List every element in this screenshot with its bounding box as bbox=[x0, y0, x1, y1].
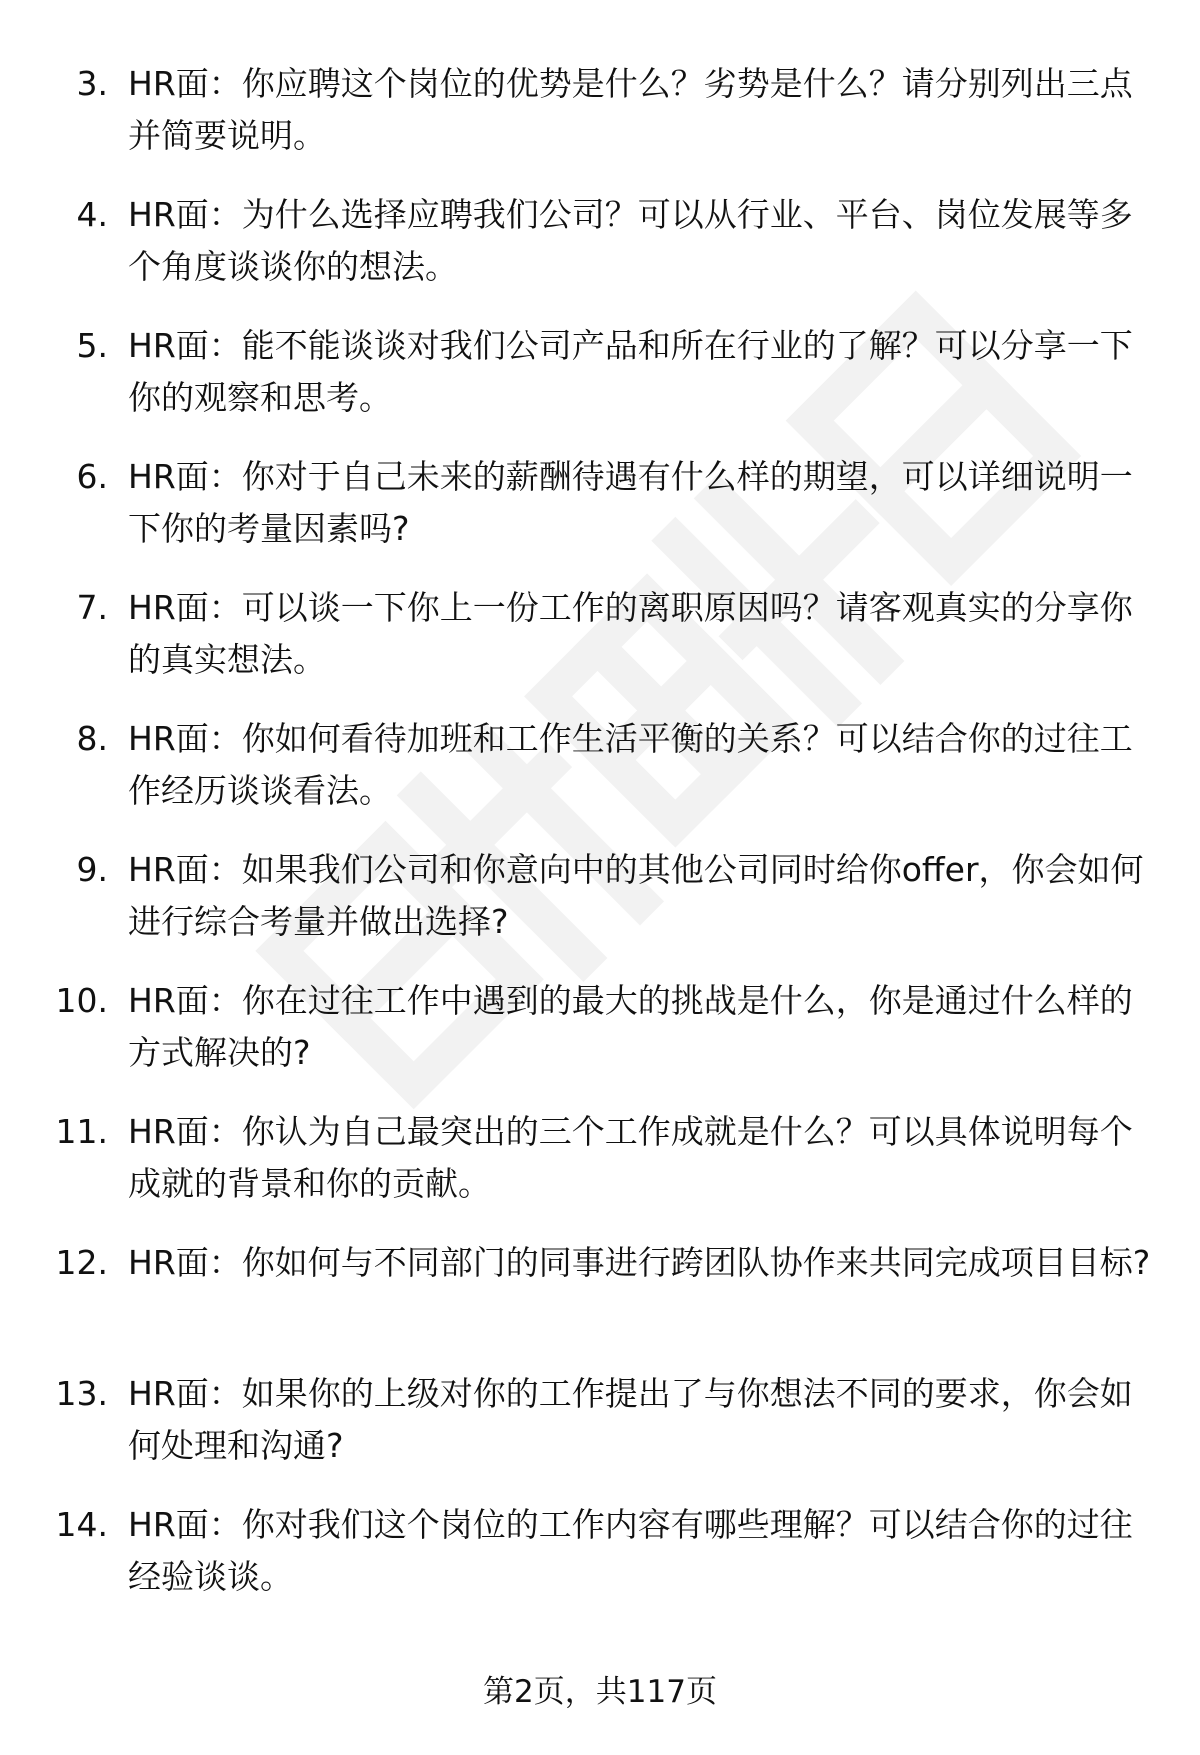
page-number-label: 第2页，共117页 bbox=[483, 1674, 717, 1710]
question-item bbox=[0, 1368, 1200, 1499]
question-number: 14. bbox=[55, 1505, 108, 1544]
question-text: HR面：你如何看待加班和工作生活平衡的关系？可以结合你的过往工作经历谈谈看法。 bbox=[128, 719, 1133, 810]
question-number: 11. bbox=[55, 1112, 108, 1151]
question-item bbox=[0, 582, 1200, 713]
question-number: 7. bbox=[76, 588, 108, 627]
question-number: 12. bbox=[55, 1243, 108, 1282]
question-item bbox=[0, 1499, 1200, 1630]
question-list bbox=[0, 58, 1200, 1630]
question-text: HR面：如果你的上级对你的工作提出了与你想法不同的要求，你会如何处理和沟通? bbox=[128, 1374, 1133, 1465]
question-text: HR面：你在过往工作中遇到的最大的挑战是什么，你是通过什么样的方式解决的? bbox=[128, 981, 1133, 1072]
question-text: HR面：为什么选择应聘我们公司？可以从行业、平台、岗位发展等多个角度谈谈你的想法。 bbox=[128, 195, 1133, 286]
question-number: 3. bbox=[76, 64, 108, 103]
question-text: HR面：你对我们这个岗位的工作内容有哪些理解？可以结合你的过往经验谈谈。 bbox=[128, 1505, 1133, 1596]
question-item bbox=[0, 1106, 1200, 1237]
question-text: HR面：你应聘这个岗位的优势是什么？劣势是什么？请分别列出三点并简要说明。 bbox=[128, 64, 1133, 155]
question-item bbox=[0, 320, 1200, 451]
question-number: 13. bbox=[55, 1374, 108, 1413]
question-number: 4. bbox=[76, 195, 108, 234]
question-item bbox=[0, 1237, 1200, 1368]
question-text: HR面：可以谈一下你上一份工作的离职原因吗？请客观真实的分享你的真实想法。 bbox=[128, 588, 1133, 679]
question-text: HR面：如果我们公司和你意向中的其他公司同时给你offer，你会如何进行综合考量并做出选择? bbox=[128, 850, 1144, 941]
page-footer bbox=[0, 1672, 1200, 1712]
question-number: 5. bbox=[76, 326, 108, 365]
question-item bbox=[0, 189, 1200, 320]
question-text: HR面：你认为自己最突出的三个工作成就是什么？可以具体说明每个成就的背景和你的贡献。 bbox=[128, 1112, 1133, 1203]
question-text: HR面：你对于自己未来的薪酬待遇有什么样的期望，可以详细说明一下你的考量因素吗? bbox=[128, 457, 1133, 548]
question-item bbox=[0, 713, 1200, 844]
question-number: 8. bbox=[76, 719, 108, 758]
question-item bbox=[0, 975, 1200, 1106]
question-item bbox=[0, 451, 1200, 582]
question-number: 9. bbox=[76, 850, 108, 889]
question-number: 10. bbox=[55, 981, 108, 1020]
question-number: 6. bbox=[76, 457, 108, 496]
question-text: HR面：你如何与不同部门的同事进行跨团队协作来共同完成项目目标? bbox=[128, 1243, 1151, 1282]
question-item bbox=[0, 844, 1200, 975]
question-item bbox=[0, 58, 1200, 189]
question-text: HR面：能不能谈谈对我们公司产品和所在行业的了解？可以分享一下你的观察和思考。 bbox=[128, 326, 1133, 417]
